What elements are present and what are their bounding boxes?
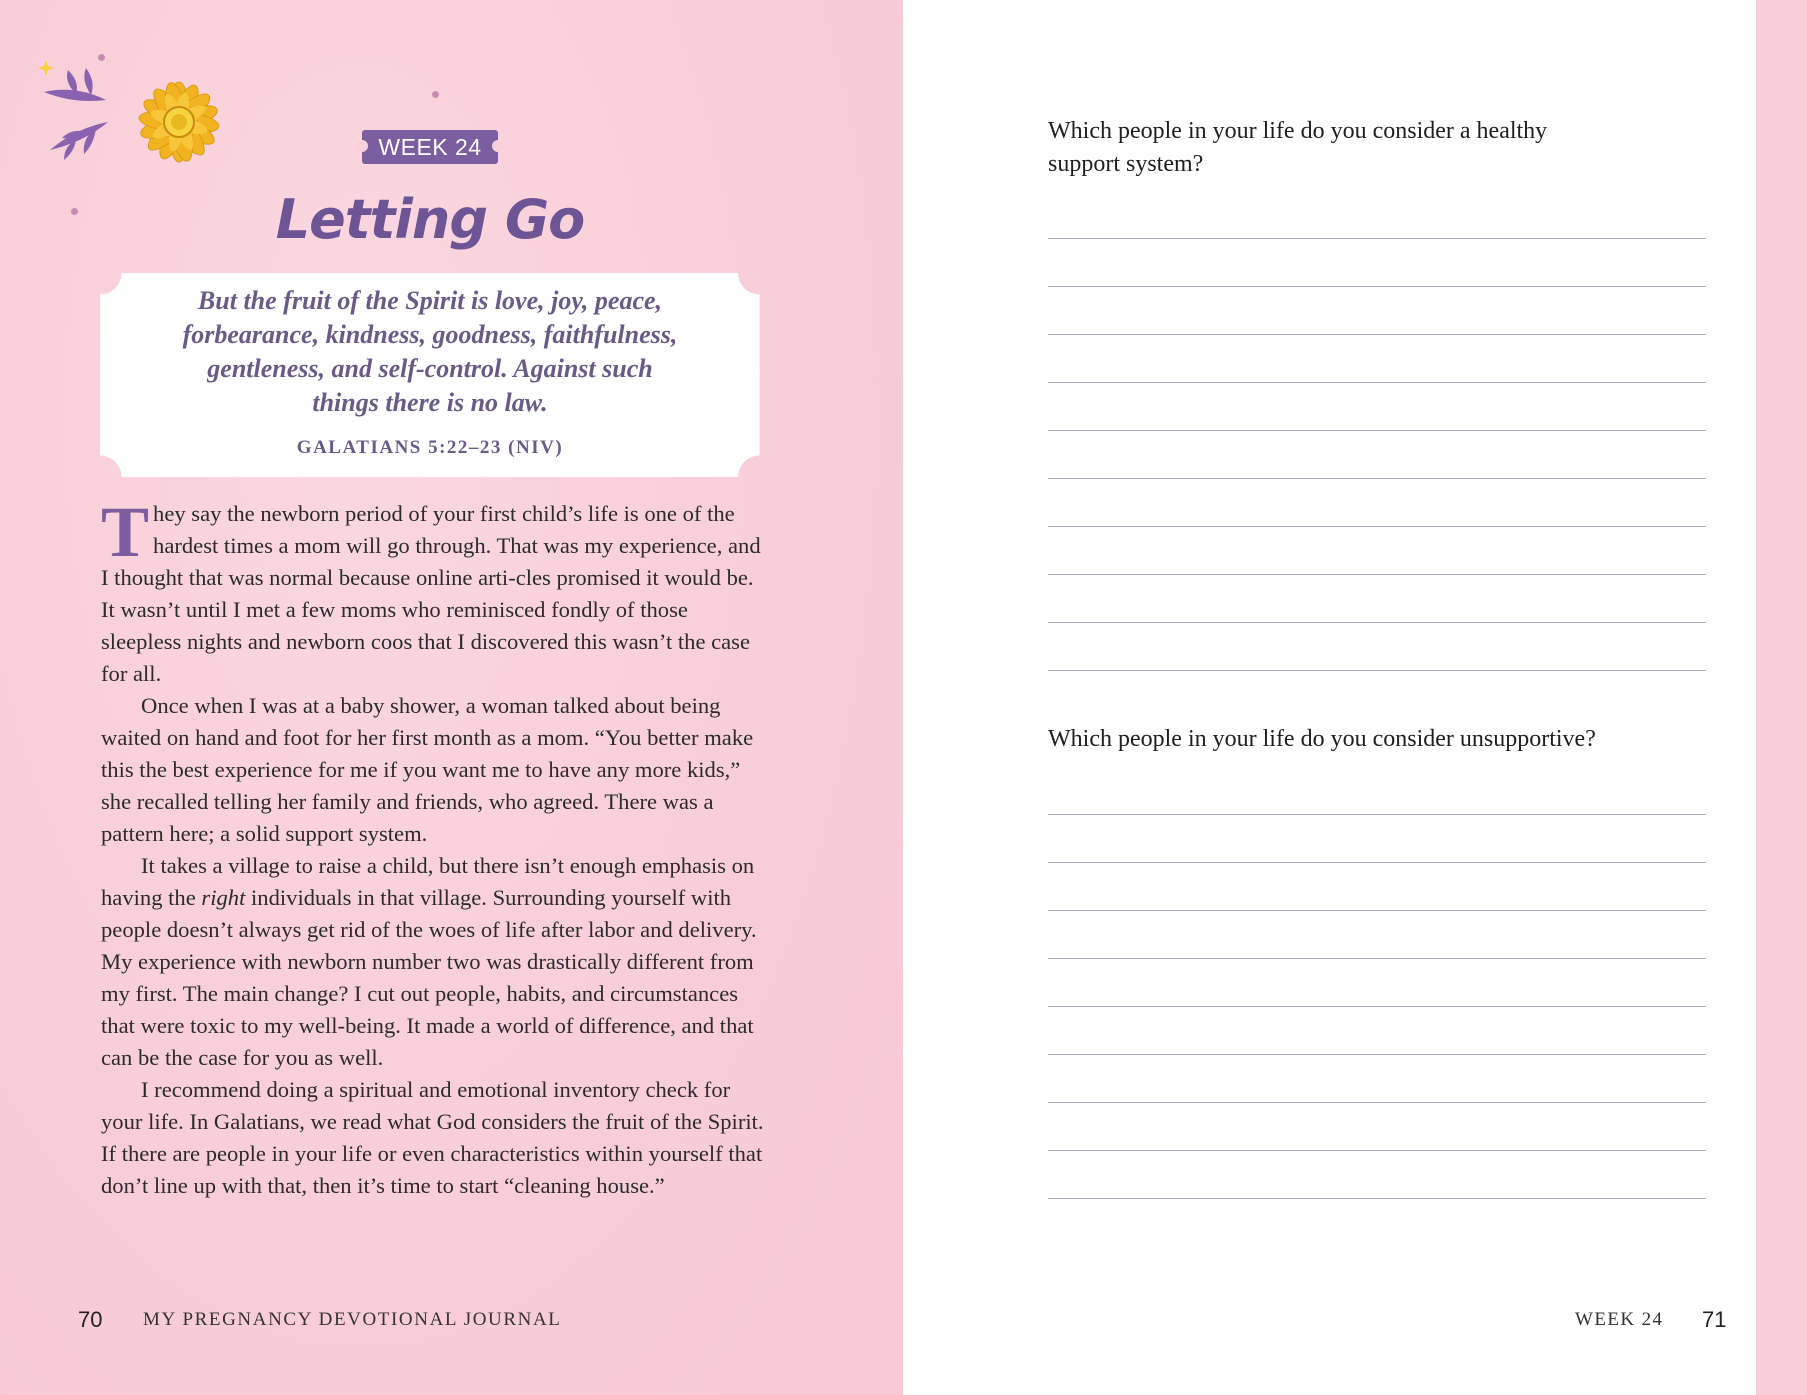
emphasis-text: right [201,885,246,910]
journal-prompt-2: Which people in your life do you consider unsupportive? [1048,726,1596,752]
writing-line[interactable] [1048,1007,1706,1055]
writing-line[interactable] [1048,959,1706,1007]
drop-cap: T [101,492,150,572]
sparkle-icon [38,60,54,76]
verse-line: But the fruit of the Spirit is love, joy, peace, [197,286,663,315]
writing-line[interactable] [1048,239,1706,287]
verse-text [140,284,720,420]
writing-line[interactable] [1048,767,1706,815]
writing-line[interactable] [1048,527,1706,575]
paragraph-text: It takes a village to raise a child, but there isn’t enough emphasis on having the [101,853,755,910]
writing-line[interactable] [1048,431,1706,479]
page-number-left: 70 [78,1307,103,1332]
paragraph-text: individuals in that village. Surrounding yourself with people doesn’t always get rid of the woes of life after labor and delivery. My experience with newborn number two was drastically different from my first. The main change? I cut out people, habits, and circumstances that were toxic to my well-being. It made a world of difference, and that can be the case for you as well. [101,885,757,1070]
writing-line[interactable] [1048,1055,1706,1103]
verse-line: things there is no law. [312,388,548,417]
yellow-daisy-icon [36,40,266,200]
writing-line[interactable] [1048,383,1706,431]
book-title-footer: MY PREGNANCY DEVOTIONAL JOURNAL [143,1309,562,1330]
writing-line[interactable] [1048,1103,1706,1151]
writing-line[interactable] [1048,815,1706,863]
body-paragraph: I recommend doing a spiritual and emotional inventory check for your life. In Galatians, we read what God considers the fruit of the Spirit. If there are people in your life or even characteristics within yourself that don’t line up with that, then it’s time to start “cleaning house.” [101,1077,764,1198]
writing-line[interactable] [1048,1151,1706,1199]
decor-dot [71,208,78,215]
verse-line: gentleness, and self-control. Against such [207,354,653,383]
writing-line[interactable] [1048,335,1706,383]
decor-dot [98,54,105,61]
paragraph-text: hey say the newborn period of your first child’s life is one of the hardest times a mom will go through. That was my experience, and I thought that was normal because online arti-cles promised it would be. It wasn’t until I met a few moms who reminisced fondly of those sleepless nights and newborn coos that I discovered this wasn’t the case for all. [101,501,761,686]
writing-lines-2[interactable] [1048,767,1706,1199]
week-label-badge: WEEK 24 [362,130,498,164]
writing-line[interactable] [1048,623,1706,671]
decor-dot [432,91,439,98]
verse-line: forbearance, kindness, goodness, faithfulness, [182,320,678,349]
writing-line[interactable] [1048,479,1706,527]
writing-line[interactable] [1048,191,1706,239]
writing-line[interactable] [1048,575,1706,623]
page-title: Letting Go [275,188,585,251]
writing-line[interactable] [1048,287,1706,335]
body-paragraph [101,492,766,690]
next-page-edge [1756,0,1807,1395]
journal-prompt-1: Which people in your life do you consider a healthy support system? [1048,118,1548,177]
writing-line[interactable] [1048,863,1706,911]
writing-lines-1[interactable] [1048,191,1706,671]
week-label-footer: WEEK 24 [1575,1309,1664,1330]
page-number-right: 71 [1702,1307,1727,1332]
purple-leaves-icon [44,68,108,160]
writing-line[interactable] [1048,911,1706,959]
body-paragraph: Once when I was at a baby shower, a woman talked about being waited on hand and foot for her first month as a mom. “You better make this the best experience for me if you want me to have any more kids,” she recalled telling her family and friends, who agreed. There was a pattern here; a solid support system. [101,693,754,846]
verse-reference: GALATIANS 5:22–23 (NIV) [296,437,564,458]
body-paragraph [101,850,766,1074]
devotional-body [101,492,766,1202]
